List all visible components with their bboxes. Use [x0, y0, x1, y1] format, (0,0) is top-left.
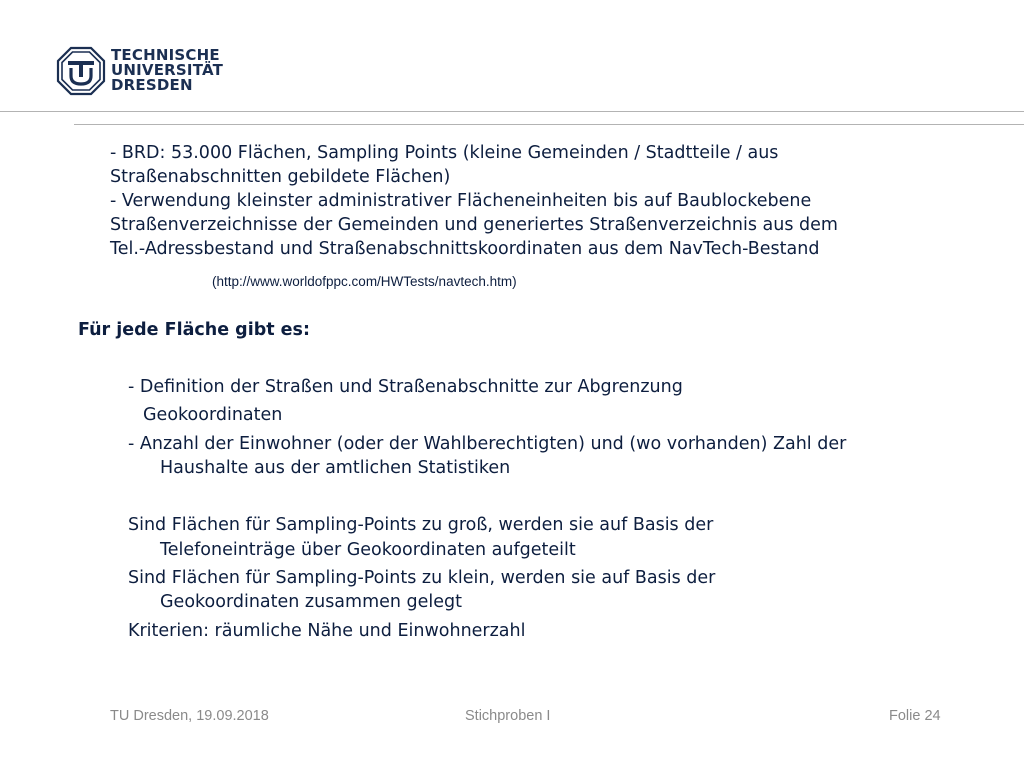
footer-title: Stichproben I — [465, 708, 551, 724]
footer-slide-number: Folie 24 — [889, 708, 941, 724]
intro-line: Tel.-Adressbestand und Straßenabschnittskoordinaten aus dem NavTech-Bestand — [110, 239, 820, 259]
header-divider-top — [0, 111, 1024, 112]
intro-line: Straßenverzeichnisse der Gemeinden und generiertes Straßenverzeichnis aus dem — [110, 215, 838, 235]
source-url: (http://www.worldofppc.com/HWTests/navtech.htm) — [212, 274, 517, 289]
definition-line-1: - Definition der Straßen und Straßenabschnitte zur Abgrenzung — [128, 377, 683, 397]
too-small-line-2: Geokoordinaten zusammen gelegt — [160, 592, 463, 612]
tu-dresden-logo — [56, 46, 226, 100]
too-large-line-1: Sind Flächen für Sampling-Points zu groß, werden sie auf Basis der — [128, 515, 714, 535]
definition-line-2: Geokoordinaten — [143, 405, 283, 425]
intro-line: Straßenabschnitten gebildete Flächen) — [110, 167, 451, 187]
too-large-line-2: Telefoneinträge über Geokoordinaten aufgeteilt — [160, 540, 576, 560]
criteria-line: Kriterien: räumliche Nähe und Einwohnerzahl — [128, 621, 526, 641]
intro-line: - BRD: 53.000 Flächen, Sampling Points (kleine Gemeinden / Stadtteile / aus — [110, 143, 779, 163]
header-divider-bottom — [74, 124, 1024, 125]
logo-line-3: DRESDEN — [111, 76, 193, 94]
population-line-2: Haushalte aus der amtlichen Statistiken — [160, 458, 511, 478]
tu-dresden-emblem-icon — [56, 46, 106, 96]
too-small-line-1: Sind Flächen für Sampling-Points zu klein, werden sie auf Basis der — [128, 568, 716, 588]
footer-institution-date: TU Dresden, 19.09.2018 — [110, 708, 269, 724]
logo-line-2: UNIVERSITÄT — [111, 61, 224, 79]
logo-wordmark — [111, 48, 223, 93]
population-line-1: - Anzahl der Einwohner (oder der Wahlberechtigten) und (wo vorhanden) Zahl der — [128, 434, 847, 454]
logo-line-1: TECHNISCHE — [111, 46, 220, 64]
intro-paragraph — [110, 141, 838, 261]
section-heading: Für jede Fläche gibt es: — [78, 320, 310, 340]
intro-line: - Verwendung kleinster administrativer Flächeneinheiten bis auf Baublockebene — [110, 191, 812, 211]
